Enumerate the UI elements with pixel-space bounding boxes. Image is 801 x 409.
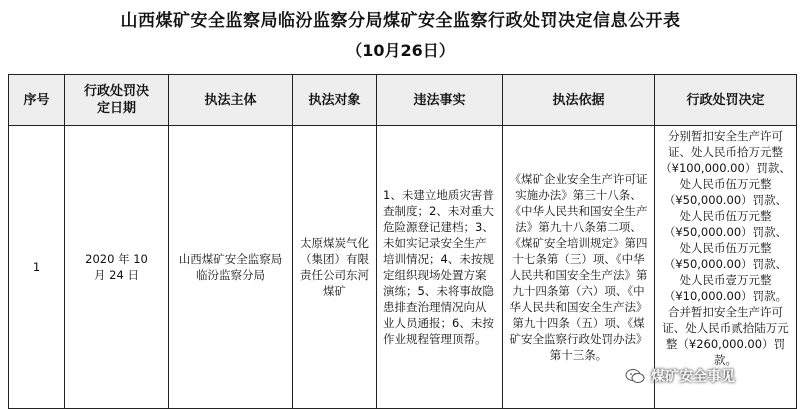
header-agency: 执法主体 xyxy=(169,75,293,126)
wechat-icon xyxy=(625,368,645,384)
header-decision: 行政处罚决定 xyxy=(655,75,797,126)
cell-violation: 1、未建立地质灾害普查制度；2、未对重大危险源登记建档；3、未如实记录安全生产培训情况；4、未按规定组织现场处置方案演练；5、未将事故隐患排查治理情况向从业人员通报；6、未按作业规程管理顶帮。 xyxy=(377,126,503,409)
cell-seq: 1 xyxy=(9,126,65,409)
page-title: 山西煤矿安全监察局临汾监察分局煤矿安全监察行政处罚决定信息公开表 xyxy=(120,11,681,31)
table-header-row xyxy=(9,75,797,126)
watermark-text: 煤矿安全事见 xyxy=(651,369,735,385)
cell-date: 2020 年 10 月 24 日 xyxy=(65,126,169,409)
header-seq: 序号 xyxy=(9,75,65,126)
cell-decision: 分别暂扣安全生产许可证、处人民币拾万元整（¥100,000.00）罚款、处人民币伍万元整（¥50,000.00）罚款、处人民币伍万元整（¥50,000.00）罚款、处人民币伍万元整（¥50,000.00）罚款、处人民币壹万元整（¥10,000.00）罚款。合并暂扣安全生产许可证、处人民币贰拾陆万元整（¥260,000.00）罚款。 xyxy=(655,126,797,409)
header-violation: 违法事实 xyxy=(377,75,503,126)
cell-agency: 山西煤矿安全监察局临汾监察分局 xyxy=(169,126,293,409)
header-target: 执法对象 xyxy=(293,75,377,126)
page-subtitle: （10月26日） xyxy=(346,41,455,60)
header-date: 行政处罚决定日期 xyxy=(65,75,169,126)
cell-basis: 《煤矿企业安全生产许可证实施办法》第三十八条、《中华人民共和国安全生产法》第九十八条第二项、《煤矿安全培训规定》第四十七条第（三）项、《中华人民共和国安全生产法》第九十四条第（六）项、《中华人民共和国安全生产法》第九十四条（五）项、《煤矿安全监察行政处罚办法》第十三条。 xyxy=(503,126,655,409)
penalty-table xyxy=(8,74,797,409)
header-basis: 执法依据 xyxy=(503,75,655,126)
cell-target: 太原煤炭气化（集团）有限责任公司东河煤矿 xyxy=(293,126,377,409)
watermark xyxy=(625,366,735,386)
